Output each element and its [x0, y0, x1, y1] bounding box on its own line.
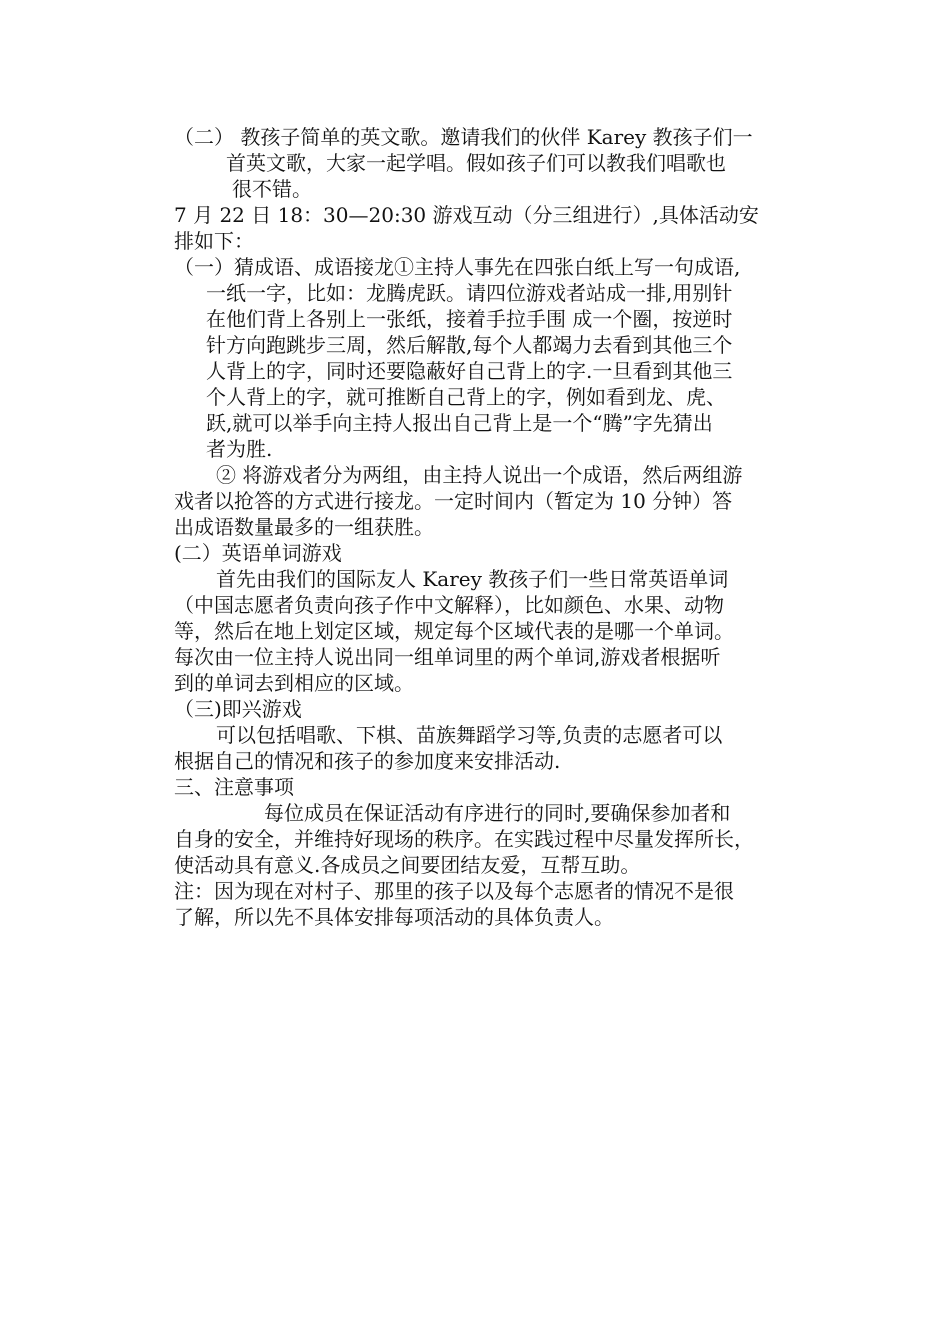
- text-line: 到的单词去到相应的区域。: [174, 671, 414, 695]
- text-line: 跃,就可以举手向主持人报出自己背上是一个“腾”字先猜出: [206, 411, 713, 435]
- text-line: ② 将游戏者分为两组，由主持人说出一个成语，然后两组游: [216, 463, 743, 487]
- text-line: 出成语数量最多的一组获胜。: [174, 515, 434, 539]
- text-line: （中国志愿者负责向孩子作中文解释），比如颜色、水果、动物: [174, 593, 724, 617]
- text-line: 注：因为现在对村子、那里的孩子以及每个志愿者的情况不是很: [174, 879, 734, 903]
- text-line: 一纸一字，比如：龙腾虎跃。请四位游戏者站成一排,用别针: [206, 281, 733, 305]
- text-line: 自身的安全，并维持好现场的秩序。在实践过程中尽量发挥所长，: [174, 827, 754, 851]
- text-line: 每位成员在保证活动有序进行的同时,要确保参加者和: [264, 801, 731, 825]
- text-line: （三)即兴游戏: [174, 697, 302, 721]
- text-line: 每次由一位主持人说出同一组单词里的两个单词,游戏者根据听: [174, 645, 721, 669]
- text-line: 首英文歌，大家一起学唱。假如孩子们可以教我们唱歌也: [226, 151, 726, 175]
- text-line: （一）猜成语、成语接龙①主持人事先在四张白纸上写一句成语,: [174, 255, 741, 279]
- text-line: 根据自己的情况和孩子的参加度来安排活动.: [174, 749, 561, 773]
- text-line: 了解，所以先不具体安排每项活动的具体负责人。: [174, 905, 614, 929]
- text-line: 个人背上的字，就可推断自己背上的字，例如看到龙、虎、: [206, 385, 726, 409]
- text-line: 人背上的字，同时还要隐蔽好自己背上的字.一旦看到其他三: [206, 359, 733, 383]
- text-line: 在他们背上各别上一张纸，接着手拉手围 成一个圈，按逆时: [206, 307, 733, 331]
- text-line: 首先由我们的国际友人 Karey 教孩子们一些日常英语单词: [216, 567, 729, 591]
- text-line: （二） 教孩子简单的英文歌。邀请我们的伙伴 Karey 教孩子们一: [174, 125, 753, 149]
- text-line: 等，然后在地上划定区域，规定每个区域代表的是哪一个单词。: [174, 619, 734, 643]
- text-line: 排如下：: [174, 229, 254, 253]
- text-line: 戏者以抢答的方式进行接龙。一定时间内（暂定为 10 分钟）答: [174, 489, 733, 513]
- text-line: 针方向跑跳步三周，然后解散,每个人都竭力去看到其他三个: [206, 333, 733, 357]
- text-line: 可以包括唱歌、下棋、苗族舞蹈学习等,负责的志愿者可以: [216, 723, 723, 747]
- text-line: 使活动具有意义.各成员之间要团结友爱，互帮互助。: [174, 853, 641, 877]
- text-line: 很不错。: [232, 177, 312, 201]
- text-line: 者为胜.: [206, 437, 273, 461]
- text-line: 三、注意事项: [174, 775, 294, 799]
- text-line: 7 月 22 日 18：30—20:30 游戏互动（分三组进行）,具体活动安: [174, 203, 759, 227]
- text-line: (二）英语单词游戏: [174, 541, 342, 565]
